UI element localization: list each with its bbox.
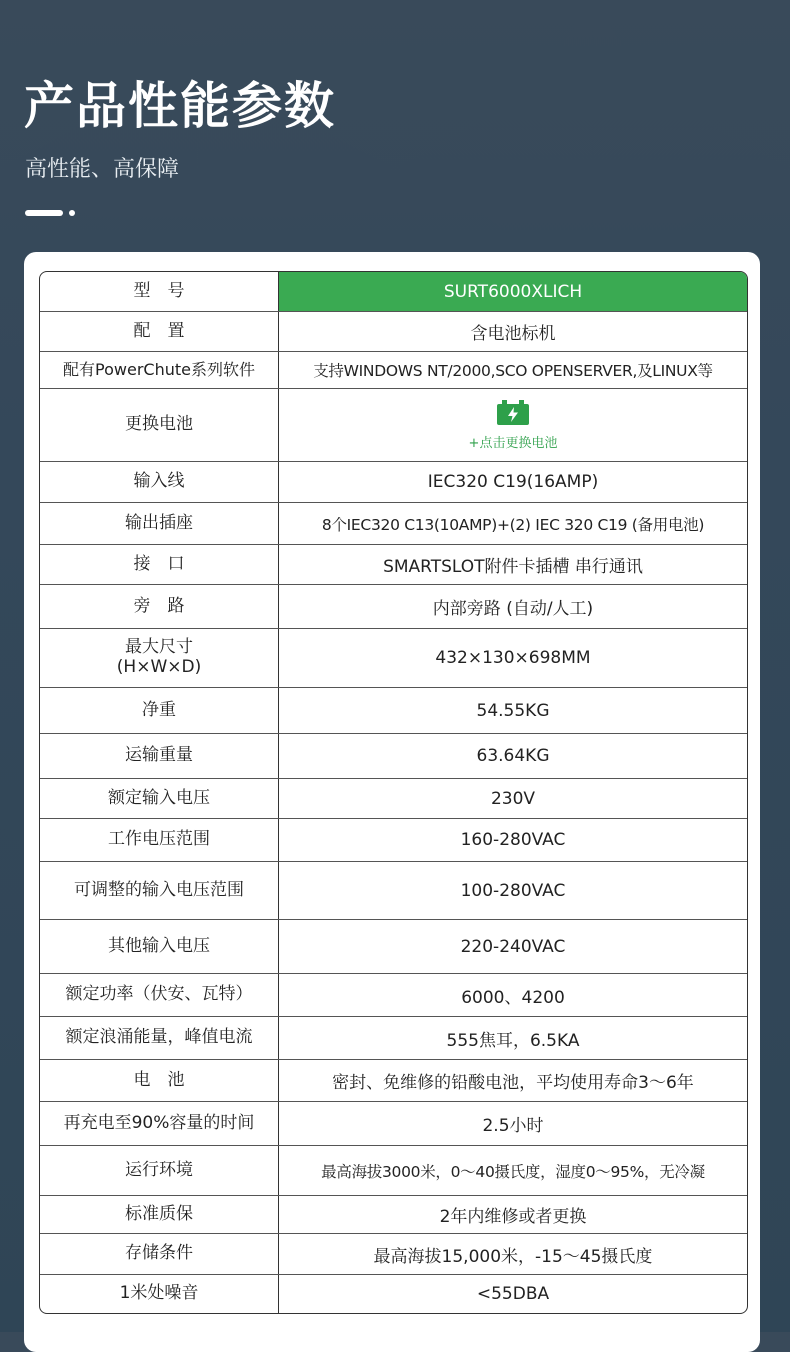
spec-label: 额定浪涌能量，峰值电流: [40, 1017, 279, 1059]
spec-value: 内部旁路 (自动/人工): [432, 599, 594, 619]
spec-value: 230V: [490, 788, 536, 809]
spec-label: 1米处噪音: [40, 1275, 279, 1313]
spec-value: 2年内维修或者更换: [439, 1207, 587, 1227]
spec-row-model: [40, 272, 747, 312]
spec-row-operating-voltage-range: [40, 819, 747, 862]
spec-value: 密封、免维修的铅酸电池，平均使用寿命3～6年: [332, 1073, 694, 1093]
spec-value: 含电池标机: [470, 324, 556, 344]
spec-value: IEC320 C19(16AMP): [427, 472, 599, 492]
spec-value: 220-240VAC: [460, 936, 566, 957]
spec-row-software: [40, 352, 747, 389]
replace-battery-caption: +点击更换电池: [468, 435, 558, 451]
spec-value: 6000、4200: [461, 987, 565, 1008]
divider-dot: [69, 210, 75, 216]
spec-label: 额定输入电压: [40, 779, 279, 818]
spec-label: 运输重量: [40, 734, 279, 778]
spec-row-noise: [40, 1275, 747, 1313]
spec-card: [24, 252, 760, 1352]
page-subtitle: 高性能、高保障: [25, 157, 180, 182]
spec-row-battery: [40, 1060, 747, 1102]
spec-label: 最大尺寸 (H×W×D): [40, 629, 279, 687]
spec-value: 100-280VAC: [460, 880, 566, 901]
spec-label: 标准质保: [40, 1196, 279, 1233]
spec-value: 最高海拔15,000米，-15～45摄氏度: [373, 1246, 653, 1267]
replace-battery-link[interactable]: [469, 400, 558, 451]
spec-row-storage: [40, 1234, 747, 1275]
spec-value: 支持WINDOWS NT/2000,SCO OPENSERVER,及LINUX等: [313, 362, 713, 380]
spec-label: 可调整的输入电压范围: [40, 862, 279, 919]
battery-charge-icon: [496, 400, 530, 426]
spec-row-input-cord: [40, 462, 747, 503]
spec-label: 旁 路: [40, 585, 279, 628]
spec-row-output-outlets: [40, 503, 747, 545]
spec-label: 额定功率（伏安、瓦特）: [40, 974, 279, 1016]
spec-label: 再充电至90%容量的时间: [40, 1102, 279, 1145]
spec-row-interface: [40, 545, 747, 585]
spec-row-adjustable-voltage-range: [40, 862, 747, 920]
spec-value: 63.64KG: [476, 746, 550, 766]
spec-row-recharge-time: [40, 1102, 747, 1146]
spec-table: [39, 271, 748, 1314]
spec-value: [279, 389, 747, 461]
spec-row-rated-input-voltage: [40, 779, 747, 819]
spec-label: 型 号: [40, 272, 279, 311]
spec-value: 160-280VAC: [460, 830, 566, 850]
spec-label: 运行环境: [40, 1146, 279, 1195]
spec-label: 输入线: [40, 462, 279, 502]
spec-label: 工作电压范围: [40, 819, 279, 861]
spec-label: 存储条件: [40, 1234, 279, 1274]
spec-label: 电 池: [40, 1060, 279, 1101]
spec-value: <55DBA: [476, 1284, 550, 1304]
spec-row-operating-environment: [40, 1146, 747, 1196]
spec-row-replace-battery: [40, 389, 747, 462]
spec-value: SMARTSLOT附件卡插槽 串行通讯: [383, 557, 643, 577]
spec-value: 2.5小时: [482, 1116, 544, 1136]
spec-label: 配 置: [40, 312, 279, 351]
spec-row-shipping-weight: [40, 734, 747, 779]
spec-row-dimensions: [40, 629, 747, 688]
page-title: 产品性能参数: [24, 77, 336, 135]
spec-row-config: [40, 312, 747, 352]
divider-bar: [25, 210, 63, 216]
spec-row-surge-energy: [40, 1017, 747, 1060]
spec-label: 输出插座: [40, 503, 279, 544]
spec-label: 配有PowerChute系列软件: [40, 352, 279, 388]
spec-value: 8个IEC320 C13(10AMP)+(2) IEC 320 C19 (备用电池): [321, 515, 705, 534]
spec-label: 更换电池: [40, 389, 279, 461]
spec-value: 432×130×698MM: [435, 648, 591, 668]
spec-row-bypass: [40, 585, 747, 629]
spec-value-model: SURT6000XLICH: [279, 272, 747, 311]
spec-value: 555焦耳，6.5KA: [446, 1030, 580, 1051]
spec-label: 接 口: [40, 545, 279, 584]
spec-label: 净重: [40, 688, 279, 733]
spec-row-net-weight: [40, 688, 747, 734]
spec-row-rated-power: [40, 974, 747, 1017]
spec-row-warranty: [40, 1196, 747, 1234]
spec-row-other-input-voltage: [40, 920, 747, 974]
spec-value: 54.55KG: [476, 700, 550, 721]
spec-value: 最高海拔3000米，0～40摄氏度，湿度0～95%，无冷凝: [321, 1162, 705, 1181]
spec-label: 其他输入电压: [40, 920, 279, 973]
